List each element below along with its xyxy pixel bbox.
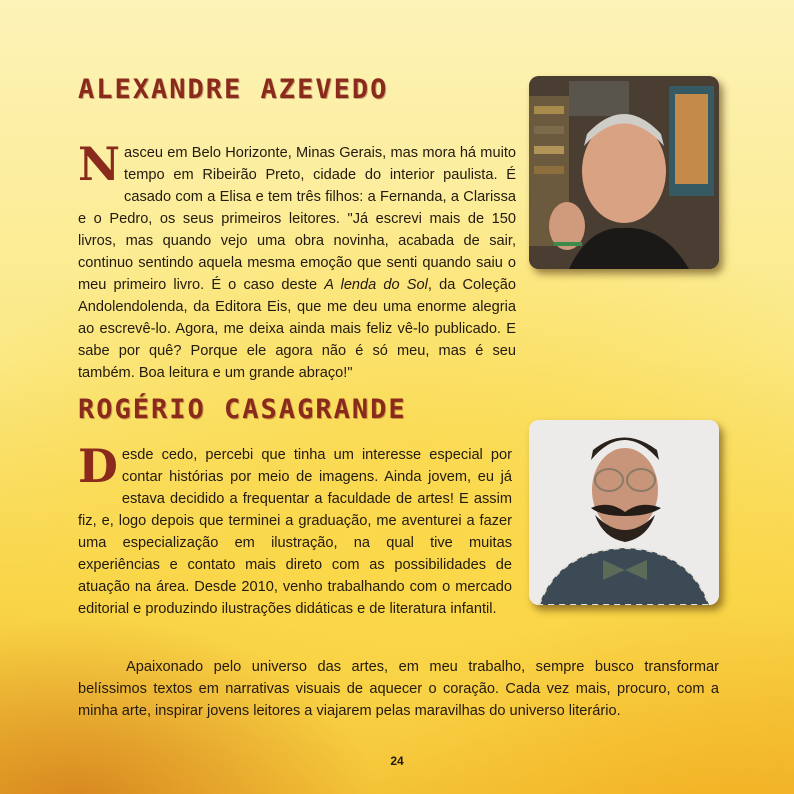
page-number: 24 (390, 754, 404, 768)
author-bio-text: asceu em Belo Horizonte, Minas Gerais, mas mora há muito tempo em Ribeirão Preto, cidade do interior paulista. É casado com a Elisa e tem três filhos: a Fernanda, a Clarissa e o Pedro, os seus primeiros leitores. "Já escrevi mais de 150 livros, mas quando vejo uma obra novinha, acabada de sair, continuo sentindo aquela mesma emoção que senti quando saiu o meu primeiro livro. É o caso deste (78, 145, 516, 293)
author-bio-intro (78, 137, 516, 384)
illustrator-bio-dropcap: D (78, 439, 118, 493)
author-name-heading: ALEXANDRE AZEVEDO (78, 74, 389, 105)
author-photo (529, 76, 719, 269)
book-title: A lenda do Sol (324, 277, 428, 293)
illustrator-name-heading: ROGÉRIO CASAGRANDE (78, 394, 407, 425)
illustrator-bio-first (78, 439, 512, 620)
author-bio-dropcap: N (78, 137, 121, 191)
illustrator-bio-second: Apaixonado pelo universo das artes, em meu trabalho, sempre busco transformar belíssimos textos em narrativas visuais de aquecer o coração. Cada vez mais, procuro, com a minha arte, inspirar jovens leitores a viajarem pelas maravilhas do universo literário. (78, 659, 719, 719)
illustrator-bio-text: esde cedo, percebi que tinha um interesse especial por contar histórias por meio de imagens. Ainda jovem, eu já estava decidido a frequentar a faculdade de artes! E assim fiz, e, logo depois que terminei a graduação, me aventurei a fazer uma especialização em ilustração, na qual tive muitas experiências e contato mais direto com as possibilidades de atuação na área. Desde 2010, venho trabalhando com o mercado editorial e produzindo ilustrações didáticas e de literatura infantil. (78, 447, 512, 617)
illustrator-photo (529, 420, 719, 605)
author-bio-rest: , da Coleção Andolendolenda, da Editora Eis, que me deu uma enorme alegria ao escrevê-lo. Agora, me deixa ainda mais feliz vê-lo publicado. E sabe por quê? Porque ele agora não é só meu, mas é seu também. Boa leitura e um grande abraço!" (78, 277, 516, 381)
